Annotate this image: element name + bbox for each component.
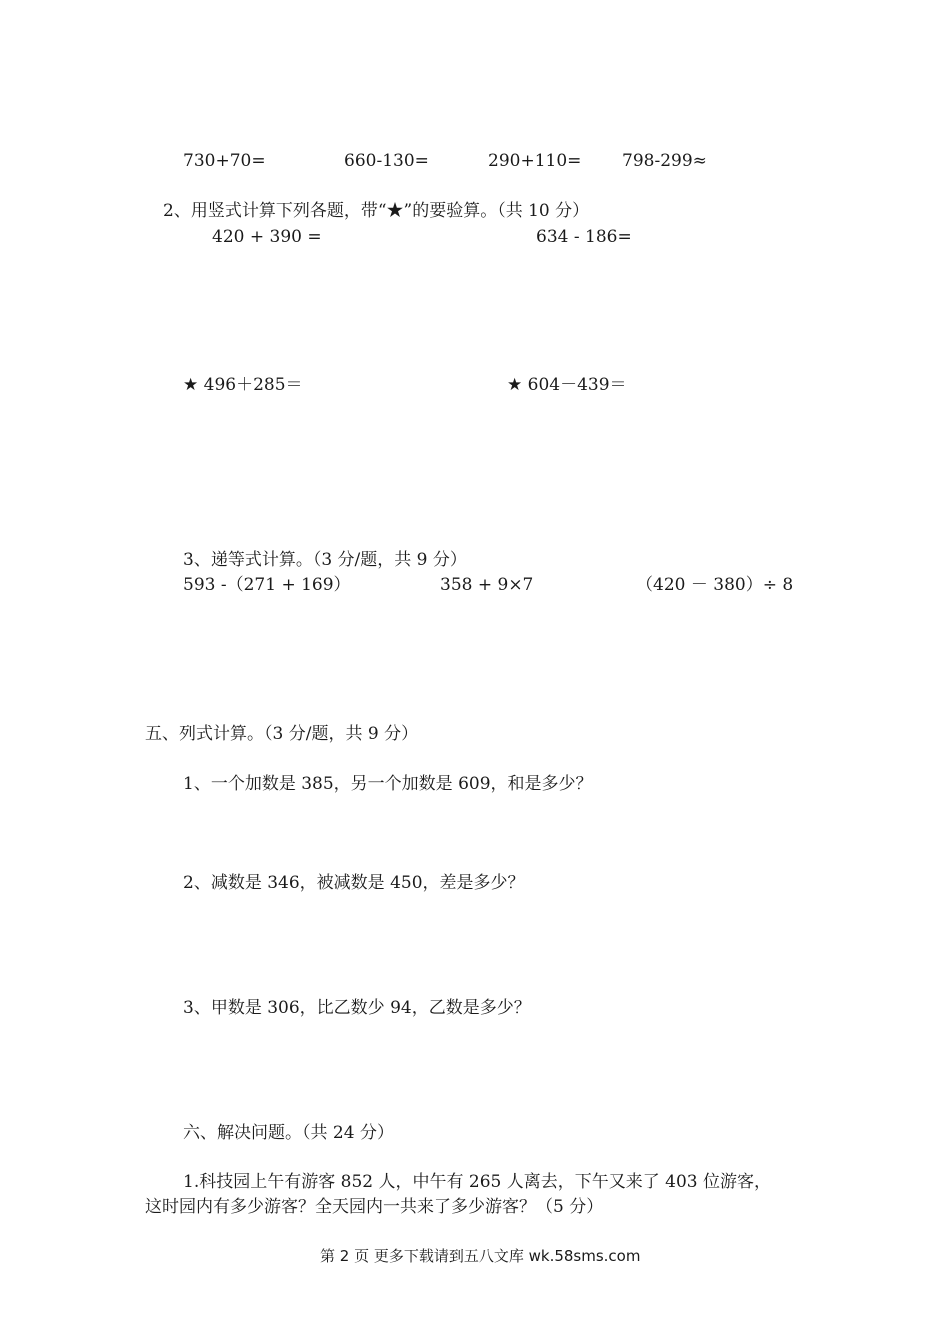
section-six-question-line: 这时园内有多少游客？全天园内一共来了多少游客？（5 分） (145, 1197, 604, 1217)
vertical-problem-star: ★ 496＋285＝ (183, 375, 303, 395)
section-six-title: 六、解决问题。（共 24 分） (183, 1123, 394, 1143)
section-five-item: 1、一个加数是 385，另一个加数是 609，和是多少？ (183, 774, 593, 794)
mental-problem: 660-130= (344, 151, 429, 171)
mental-problem: 290+110= (488, 151, 582, 171)
page-footer: 第 2 页 更多下载请到五八文库 wk.58sms.com (320, 1247, 641, 1265)
vertical-problem: 634 - 186= (536, 227, 632, 247)
stepwise-problem: 358 + 9×7 (440, 575, 534, 595)
section-five-item: 2、减数是 346，被减数是 450，差是多少？ (183, 873, 525, 893)
section-five-title: 五、列式计算。（3 分/题，共 9 分） (145, 724, 419, 744)
section-six-question-line: 1.科技园上午有游客 852 人，中午有 265 人离去，下午又来了 403 位游客， (183, 1172, 771, 1192)
vertical-calc-title: 2、用竖式计算下列各题，带“★”的要验算。（共 10 分） (163, 201, 590, 221)
stepwise-title: 3、递等式计算。（3 分/题，共 9 分） (183, 550, 467, 570)
vertical-problem-star: ★ 604－439＝ (507, 375, 627, 395)
section-five-item: 3、甲数是 306，比乙数少 94，乙数是多少？ (183, 998, 531, 1018)
stepwise-problem: 593 -（271 + 169） (183, 575, 351, 595)
mental-problem: 730+70= (183, 151, 266, 171)
stepwise-problem: （420 － 380）÷ 8 (636, 575, 794, 595)
vertical-problem: 420 + 390 = (212, 227, 322, 247)
mental-problem: 798-299≈ (622, 151, 707, 171)
